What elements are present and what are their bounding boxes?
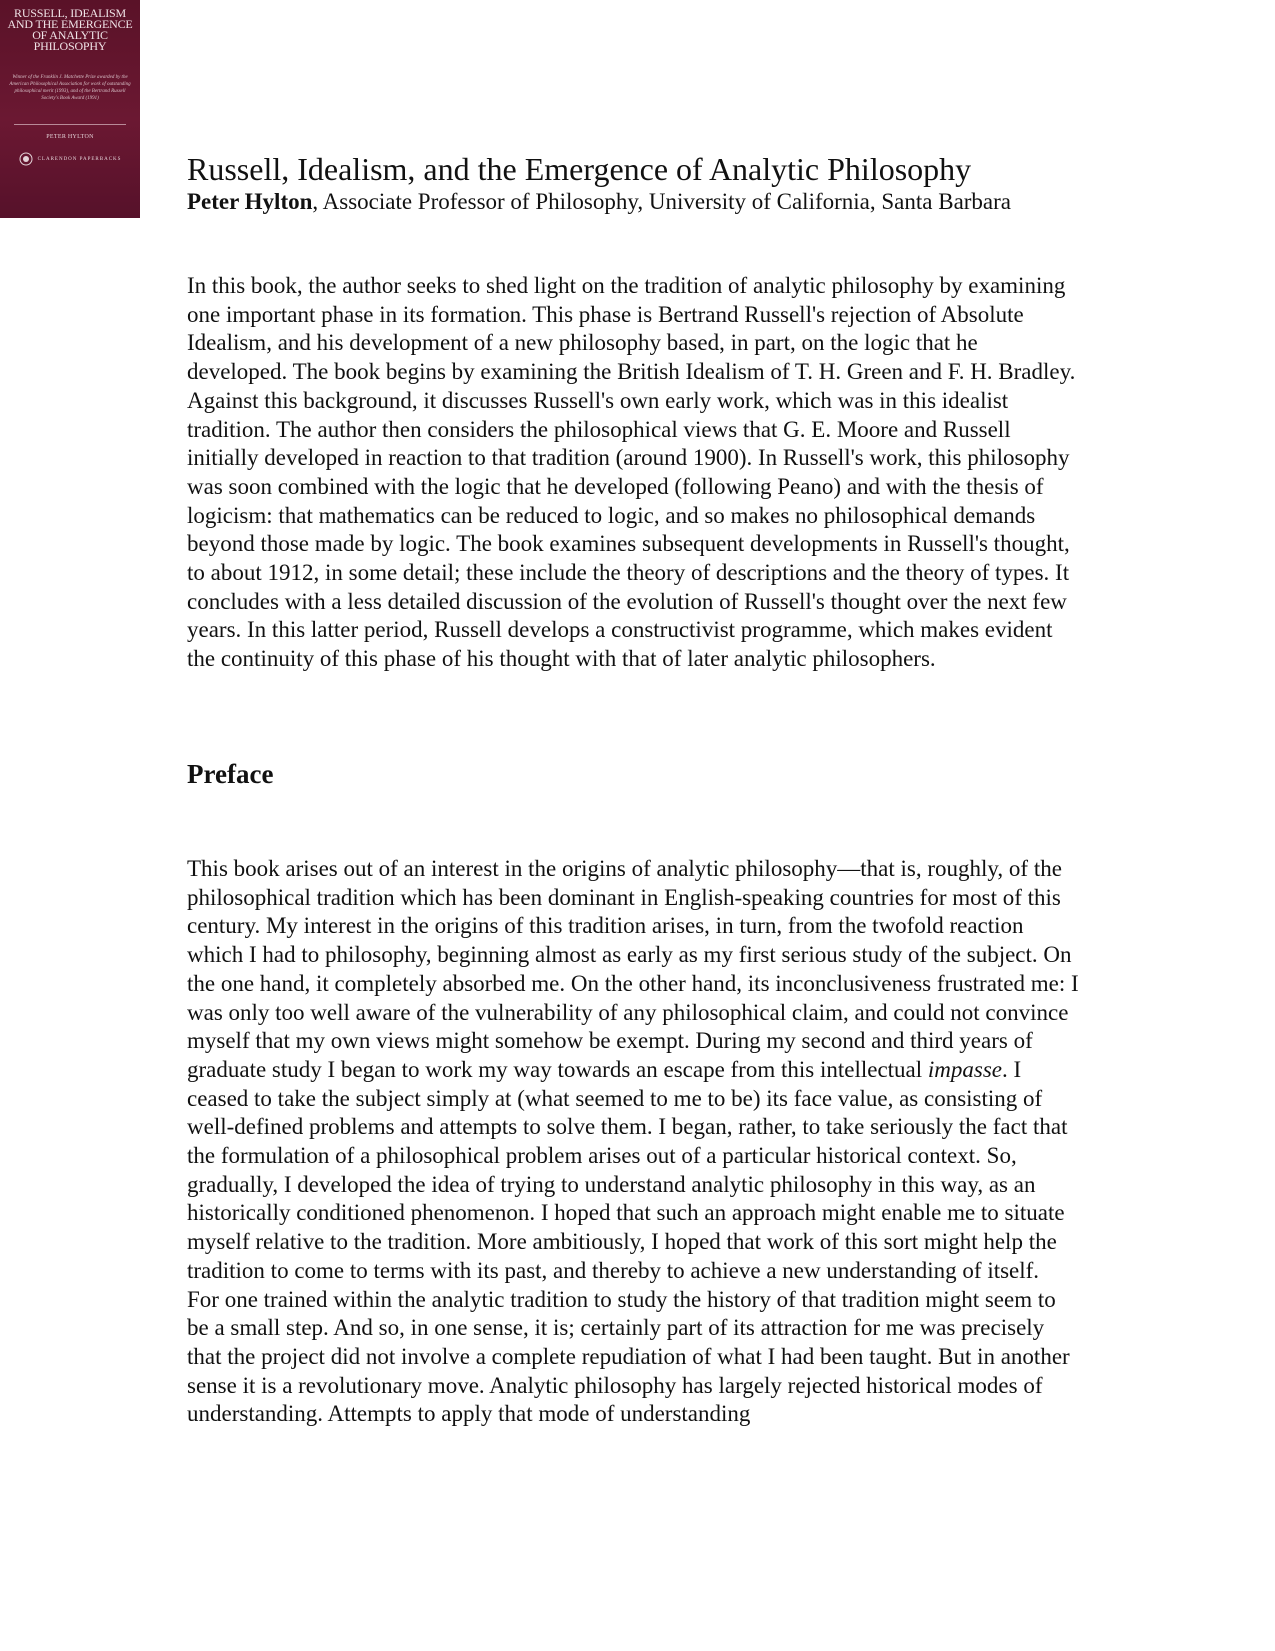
book-cover-image	[0, 0, 140, 218]
publisher-seal-icon	[19, 152, 33, 166]
cover-divider	[14, 124, 126, 125]
cover-author: PETER HYLTON	[46, 134, 94, 140]
book-abstract	[187, 272, 1082, 674]
author-affiliation: , Associate Professor of Philosophy, University of California, Santa Barbara	[312, 189, 1012, 214]
cover-publisher-name: CLARENDON PAPERBACKS	[37, 156, 122, 162]
cover-publisher	[6, 152, 134, 166]
abstract-paragraph: In this book, the author seeks to shed light on the tradition of analytic philosophy by examining one important phase in its formation. This phase is Bertrand Russell's rejection of Absolute Idealism, and his development of a new philosophy based, in part, on the logic that he developed. The book begins by examining the British Idealism of T. H. Green and F. H. Bradley. Against this background, it discusses Russell's own early work, which was in this idealist tradition. The author then considers the philosophical views that G. E. Moore and Russell initially developed in reaction to that tradition (around 1900). In Russell's work, this philosophy was soon combined with the logic that he developed (following Peano) and with the thesis of logicism: that mathematics can be reduced to logic, and so makes no philosophical demands beyond those made by logic. The book examines subsequent developments in Russell's thought, to about 1912, in some detail; these include the theory of descriptions and the theory of types. It concludes with a less detailed discussion of the evolution of Russell's thought over the next few years. In this latter period, Russell develops a constructivist programme, which makes evident the continuity of this phase of his thought with that of later analytic philosophers.	[187, 273, 1076, 672]
preface-p1-italic: impasse	[927, 1056, 1003, 1082]
preface-paragraph-1	[187, 855, 1082, 1286]
author-byline	[187, 188, 1011, 216]
book-title: Russell, Idealism, and the Emergence of Analytic Philosophy	[187, 151, 972, 187]
preface-body	[187, 855, 1082, 1429]
preface-p1-start: This book arises out of an interest in the origins of analytic philosophy—that is, roughly, of the philosophical tradition which has been dominant in English-speaking countries for most of this century. My interest in the origins of this tradition arises, in turn, from the twofold reaction which I had to philosophy, beginning almost as early as my first serious study of the subject. On the one hand, it completely absorbed me. On the other hand, its inconclusiveness frustrated me: I was only too well aware of the vulnerability of any philosophical claim, and could not convince myself that my own views might somehow be exempt. During my second and third years of graduate study I began to work my way towards an escape from this intellectual	[187, 856, 1079, 1082]
preface-paragraph-2: For one trained within the analytic tradition to study the history of that tradition might seem to be a small step. And so, in one sense, it is; certainly part of its attraction for me was precisely that the project did not involve a complete repudiation of what I had been taught. But in another sense it is a revolutionary move. Analytic philosophy has largely rejected historical modes of understanding. Attempts to apply that mode of understanding	[187, 1286, 1070, 1427]
author-name: Peter Hylton	[187, 189, 313, 214]
cover-title: RUSSELL, IDEALISM AND THE EMERGENCE OF ANALYTIC PHILOSOPHY	[7, 6, 133, 53]
preface-heading: Preface	[187, 759, 274, 789]
cover-award-note: Winner of the Franklin J. Matchette Prize awarded by the American Philosophical Association for work of outstanding philosophical merit (1993), and of the Bertrand Russell Society's Book Award (1991)	[9, 75, 131, 101]
preface-p1-end: . I ceased to take the subject simply at (what seemed to me to be) its face value, as consisting of well-defined problems and attempts to solve them. I began, rather, to take seriously the fact that the formulation of a philosophical problem arises out of a particular historical context. So, gradually, I developed the idea of trying to understand analytic philosophy in this way, as an historically conditioned phenomenon. I hoped that such an approach might enable me to situate myself relative to the tradition. More ambitiously, I hoped that work of this sort might help the tradition to come to terms with its past, and thereby to achieve a new understanding of itself.	[187, 1056, 1068, 1283]
